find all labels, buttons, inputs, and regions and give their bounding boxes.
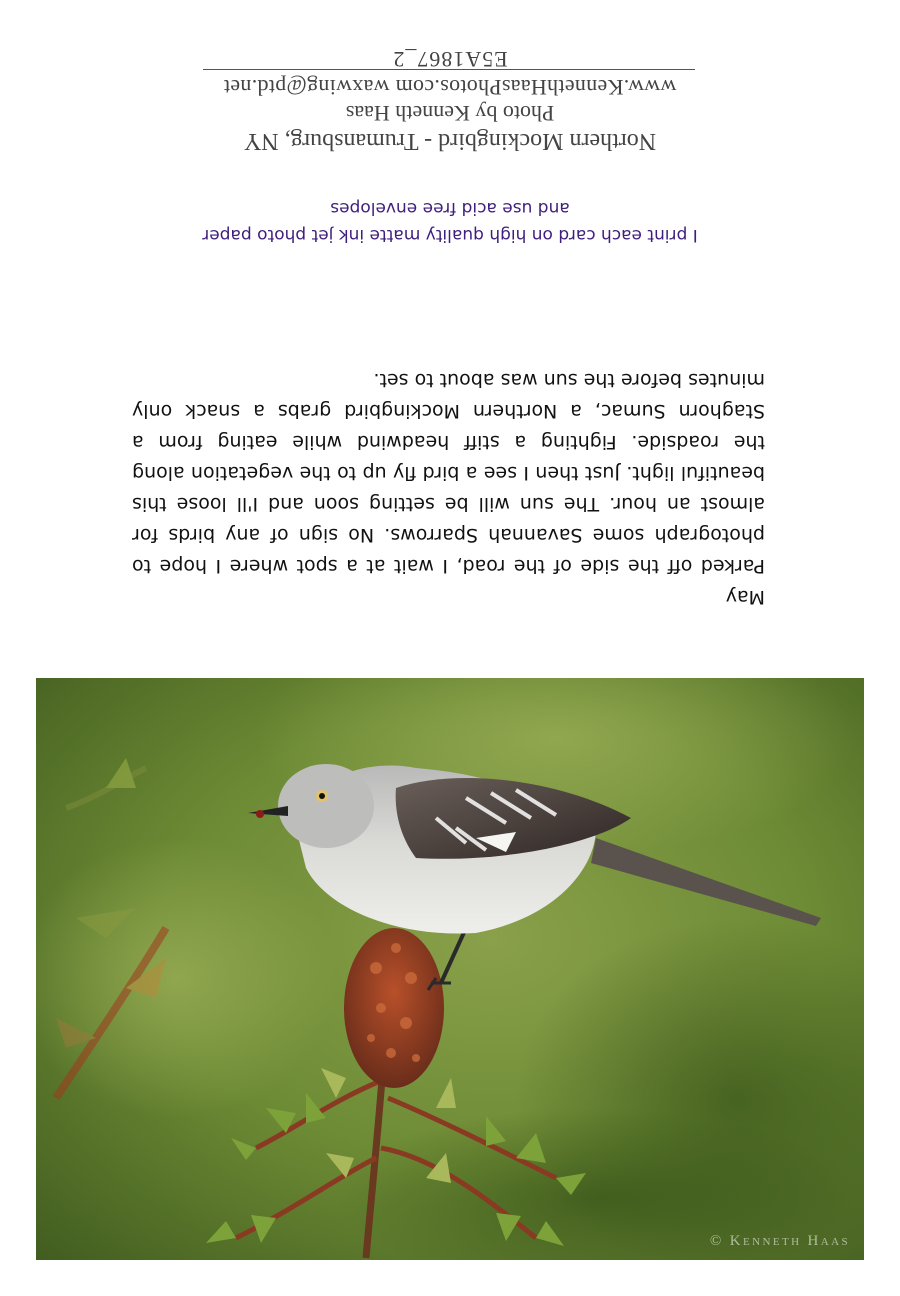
paper-note bbox=[0, 194, 900, 248]
photo-credit: Photo by Kenneth Haas bbox=[345, 101, 555, 126]
story-text-block bbox=[132, 364, 765, 612]
bird-photo bbox=[36, 678, 864, 1260]
story-month: May bbox=[725, 586, 765, 608]
story-paragraph: Parked off the side of the road, I wait at a spot where I hope to photograph some Savannah Sparrows. No sign of any birds for almost an hour. The sun will be setting soon and I'll loose this beautiful light. Just then I see a bird fly up to the vegetation along the roadside. Fighting a stiff headwind while eating from a Staghorn Sumac, a Northern Mockingbird grabs a snack only minutes before the sun was about to set. bbox=[132, 369, 765, 577]
website-line: www.KennethHaasPhotos.com waxwing@ptd.net bbox=[223, 75, 677, 100]
mockingbird-image bbox=[36, 678, 864, 1260]
image-code: E5A1867_2 bbox=[392, 47, 508, 72]
card-inside-text bbox=[0, 0, 900, 640]
paper-note-line1: I print each card on high quality matte ink jet photo paper bbox=[202, 225, 698, 245]
copyright-watermark: © Kenneth Haas bbox=[709, 1233, 850, 1249]
photo-caption: Northern Mockingbird - Trumansburg, NY bbox=[243, 128, 657, 154]
paper-note-line2: and use acid free envelopes bbox=[330, 198, 570, 218]
card-footer bbox=[0, 34, 900, 154]
